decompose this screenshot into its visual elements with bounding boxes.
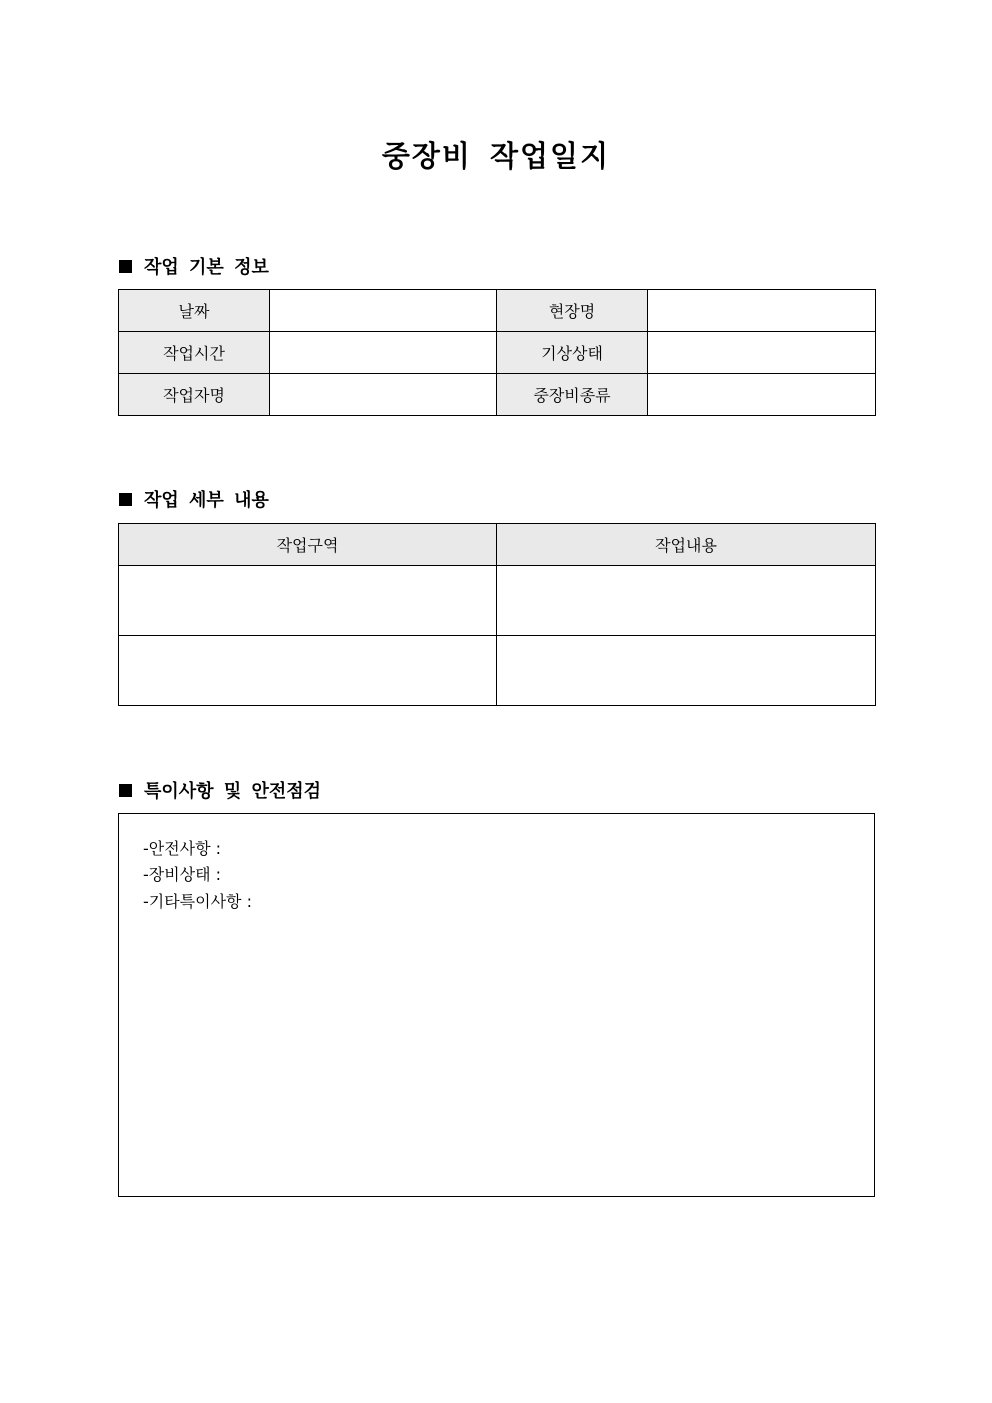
notes-textarea[interactable]: [118, 813, 875, 1197]
label-weather: 기상상태: [497, 332, 648, 374]
work-details-table: [118, 523, 876, 706]
work-area-field[interactable]: [119, 566, 497, 636]
document-title: 중장비 작업일지: [381, 139, 611, 173]
note-line-equipment-status: -장비상태 :: [143, 865, 222, 884]
column-header-work-area: 작업구역: [119, 524, 497, 566]
work-area-field[interactable]: [119, 636, 497, 706]
section-heading-basic-info: [119, 253, 269, 279]
date-field[interactable]: [270, 290, 497, 332]
table-row: [119, 636, 876, 706]
label-work-time: 작업시간: [119, 332, 270, 374]
square-bullet-icon: [119, 260, 132, 273]
table-row: [119, 290, 876, 332]
section-heading-work-details: [119, 486, 269, 512]
label-worker-name: 작업자명: [119, 374, 270, 416]
section-heading-text: 작업 기본 정보: [144, 257, 269, 278]
label-equipment-type: 중장비종류: [497, 374, 648, 416]
note-line-safety: -안전사항 :: [143, 839, 222, 858]
site-name-field[interactable]: [648, 290, 876, 332]
basic-info-table: [118, 289, 876, 416]
weather-field[interactable]: [648, 332, 876, 374]
note-line-other: -기타특이사항 :: [143, 892, 252, 911]
worker-name-field[interactable]: [270, 374, 497, 416]
label-site-name: 현장명: [497, 290, 648, 332]
section-heading-notes: [119, 777, 321, 803]
table-header-row: [119, 524, 876, 566]
section-heading-text: 특이사항 및 안전점검: [144, 781, 322, 802]
table-row: [119, 566, 876, 636]
label-date: 날짜: [119, 290, 270, 332]
equipment-type-field[interactable]: [648, 374, 876, 416]
section-heading-text: 작업 세부 내용: [144, 490, 269, 511]
square-bullet-icon: [119, 493, 132, 506]
table-row: [119, 374, 876, 416]
column-header-work-content: 작업내용: [497, 524, 876, 566]
table-row: [119, 332, 876, 374]
work-content-field[interactable]: [497, 566, 876, 636]
square-bullet-icon: [119, 784, 132, 797]
work-time-field[interactable]: [270, 332, 497, 374]
work-content-field[interactable]: [497, 636, 876, 706]
